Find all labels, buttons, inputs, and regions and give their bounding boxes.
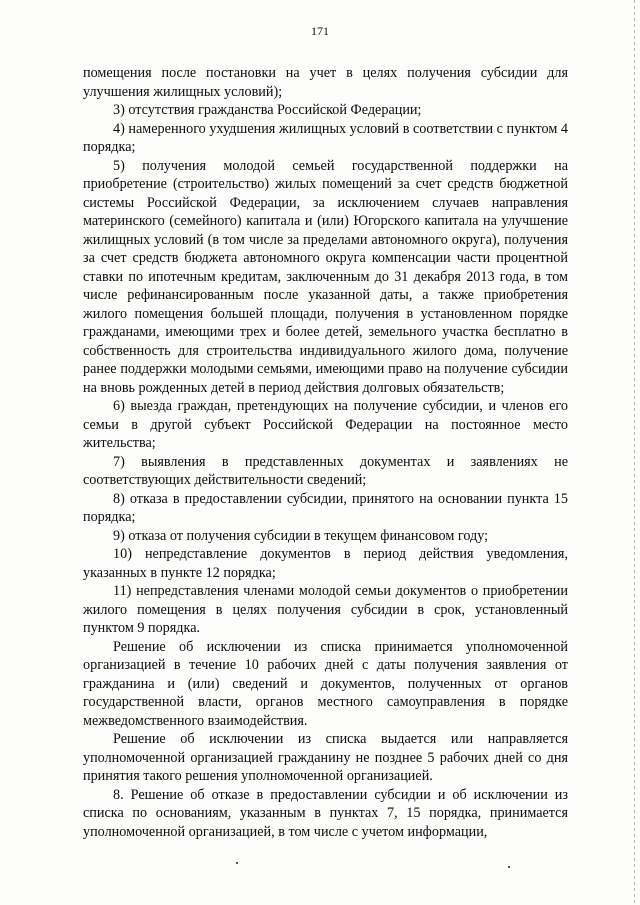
paragraph-continuation: помещения после постановки на учет в целях получения субсидии для улучшения жилищных условий); xyxy=(83,65,568,100)
paragraph-item-4: 4) намеренного ухудшения жилищных условий в соответствии с пунктом 4 порядка; xyxy=(83,120,568,155)
paragraph-item-6: 6) выезда граждан, претендующих на получение субсидии, и членов его семьи в другой субъект Российской Федерации на постоянное место жительства; xyxy=(83,398,568,451)
paragraph-exclusion-decision: Решение об исключении из списка принимается уполномоченной организацией в течение 10 рабочих дней с даты получения заявления от гражданина и (или) сведений и документов, полученных от органов государственной власти, органов местного самоуправления в порядке межведомственного взаимодействия. xyxy=(83,638,568,729)
page-number: 171 xyxy=(311,24,329,38)
document-body xyxy=(83,64,568,841)
paragraph-item-8: 8) отказа в предоставлении субсидии, принятого на основании пункта 15 порядка; xyxy=(83,490,568,525)
scan-speck-right xyxy=(508,866,510,868)
paragraph-section-8: 8. Решение об отказе в предоставлении субсидии и об исключении из списка по основаниям, указанным в пунктах 7, 15 порядка, принимается уполномоченной организацией, в том числе с учетом информации, xyxy=(83,786,568,840)
scan-edge-line xyxy=(634,0,635,905)
scan-speck-left xyxy=(236,862,238,864)
paragraph-item-10: 10) непредставление документов в период действия уведомления, указанных в пункте 12 порядка; xyxy=(83,546,568,581)
paragraph-exclusion-notice: Решение об исключении из списка выдается или направляется уполномоченной организацией гражданину не позднее 5 рабочих дней со дня принятия такого решения уполномоченной организацией. xyxy=(83,731,568,784)
paragraph-item-7: 7) выявления в представленных документах и заявлениях не соответствующих действительности сведений; xyxy=(83,453,568,488)
paragraph-item-11: 11) непредставления членами молодой семьи документов о приобретении жилого помещения в целях получения субсидии в срок, установленный пунктом 9 порядка. xyxy=(83,583,568,636)
paragraph-item-5: 5) получения молодой семьей государственной поддержки на приобретение (строительство) жилых помещений за счет средств бюджетной системы Российской Федерации, за исключением случаев направления материнского (семейного) капитала и (или) Югорского капитала на улучшение жилищных условий (в том числе за пределами автономного округа), получения за счет средств бюджета автономного округа компенсации части процентной ставки по ипотечным кредитам, заключенным до 31 декабря 2013 года, в том числе рефинансированным после указанной даты, а также приобретения жилого помещения большей площади, получения в установленном порядке гражданами, имеющими трех и более детей, земельного участка бесплатно в собственность для строительства индивидуального жилого дома, получение ранее поддержки молодыми семьями, имеющими право на получение субсидии на вновь рожденных детей в период действия долговых обязательств; xyxy=(83,157,568,396)
paragraph-item-3: 3) отсутствия гражданства Российской Федерации; xyxy=(113,102,422,118)
paragraph-item-9: 9) отказа от получения субсидии в текущем финансовом году; xyxy=(113,527,489,544)
